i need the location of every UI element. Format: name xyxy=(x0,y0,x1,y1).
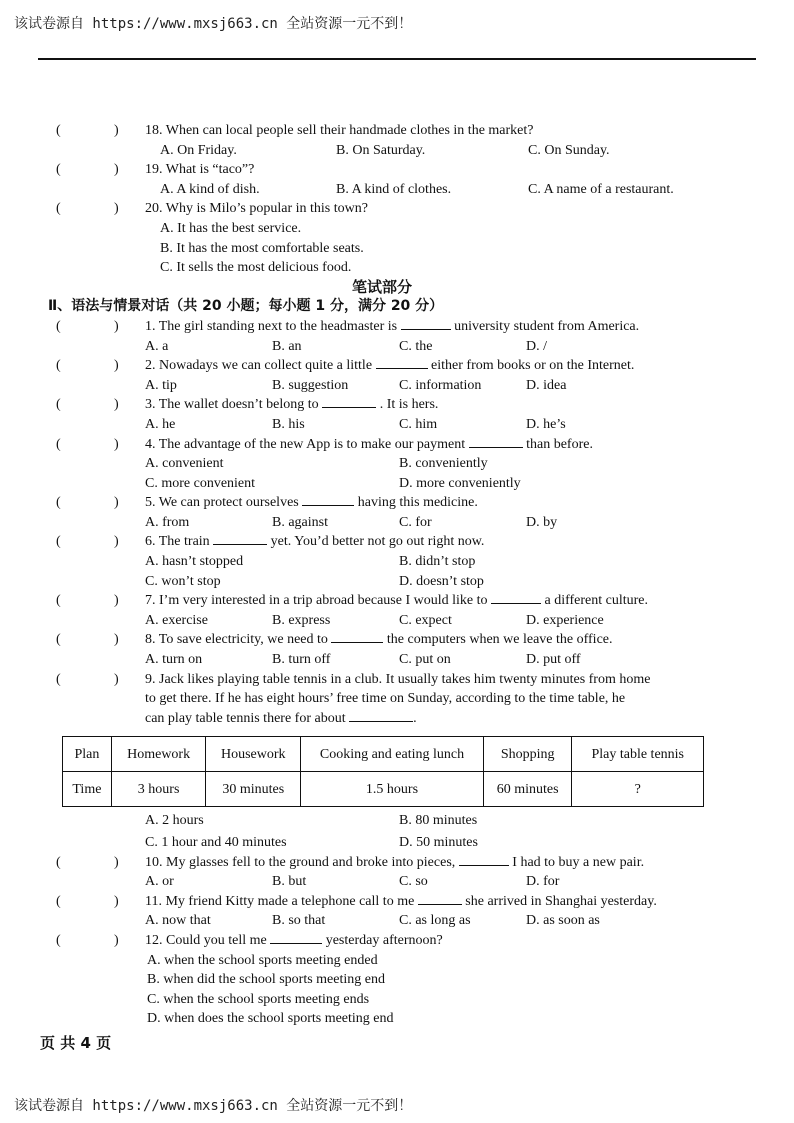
option: A. On Friday. xyxy=(160,142,237,158)
answer-blank xyxy=(491,591,541,604)
grammar-question-9: ( ) 9. Jack likes playing table tennis in a club. It usually takes him twenty minutes from home xyxy=(56,671,651,687)
option: A. 2 hours xyxy=(145,813,204,829)
option: D. put off xyxy=(526,652,581,668)
answer-blank xyxy=(459,853,509,866)
option: B. an xyxy=(272,338,302,354)
table-cell: Homework xyxy=(111,737,206,772)
option: D. / xyxy=(526,338,547,354)
option: C. as long as xyxy=(399,913,471,929)
option: B. when did the school sports meeting end xyxy=(147,972,385,988)
question-19: ( ) 19. What is “taco”? xyxy=(56,162,255,178)
option: D. 50 minutes xyxy=(399,835,478,850)
question-text: Why is Milo’s popular in this town? xyxy=(165,201,368,217)
answer-blank xyxy=(376,356,428,369)
option: C. On Sunday. xyxy=(528,142,610,158)
option: B. didn’t stop xyxy=(399,554,476,570)
table-cell: 60 minutes xyxy=(483,772,572,807)
option: B. his xyxy=(272,416,305,432)
option: C. A name of a restaurant. xyxy=(528,181,674,197)
watermark-bottom: 该试卷源自 https://www.mxsj663.cn 全站资源一元不到！ xyxy=(14,1098,413,1114)
option: D. experience xyxy=(526,612,604,628)
option: C. 1 hour and 40 minutes xyxy=(145,835,287,850)
question-number: 7. xyxy=(145,593,156,609)
table-row xyxy=(63,772,704,807)
options-6b xyxy=(145,572,712,592)
table-row xyxy=(63,737,704,772)
question-20: ( ) 20. Why is Milo’s popular in this town? xyxy=(56,201,368,217)
option: B. against xyxy=(272,514,328,530)
option: B. A kind of clothes. xyxy=(336,181,452,197)
option: A. from xyxy=(145,514,190,530)
option: B. It has the most comfortable seats. xyxy=(160,240,364,256)
option: A. a xyxy=(145,338,169,354)
question-18: ( ) 18. When can local people sell their handmade clothes in the market? xyxy=(56,123,534,138)
question-9-line-3: can play table tennis there for about . xyxy=(145,710,417,726)
question-number: 5. xyxy=(145,495,156,511)
options-20 xyxy=(160,219,712,278)
option: C. won’t stop xyxy=(145,573,221,589)
header-rule xyxy=(38,58,756,60)
table-cell: Plan xyxy=(63,737,112,772)
answer-blank xyxy=(401,317,451,330)
answer-blank xyxy=(270,931,322,944)
table-cell: 1.5 hours xyxy=(301,772,484,807)
option: D. for xyxy=(526,874,560,890)
grammar-question-11: ( ) 11. My friend Kitty made a telephone call to me she arrived in Shanghai yesterday. xyxy=(56,893,657,909)
option: C. expect xyxy=(399,612,452,628)
option: D. when does the school sports meeting end xyxy=(147,1011,394,1027)
option: A. turn on xyxy=(145,652,203,668)
options-19 xyxy=(160,180,712,200)
option: D. as soon as xyxy=(526,913,600,929)
options-3 xyxy=(145,415,712,435)
question-number: 3. xyxy=(145,397,156,413)
option: D. by xyxy=(526,514,558,530)
page-footer: 页 共 4 页 xyxy=(40,1034,112,1052)
option: A. exercise xyxy=(145,612,208,628)
question-number: 6. xyxy=(145,534,156,550)
option: C. information xyxy=(399,377,482,393)
option: B. On Saturday. xyxy=(336,142,426,158)
option: D. more conveniently xyxy=(399,475,521,491)
option: A. It has the best service. xyxy=(160,220,302,236)
option: D. doesn’t stop xyxy=(399,573,484,589)
section-2-heading: Ⅱ、语法与情景对话（共 20 小题；每小题 1 分，满分 20 分） xyxy=(48,298,444,315)
option: B. conveniently xyxy=(399,456,488,472)
answer-blank xyxy=(331,630,383,643)
table-cell: Cooking and eating lunch xyxy=(301,737,484,772)
question-9-line-2: to get there. If he has eight hours’ free time on Sunday, according to the time table, he xyxy=(145,691,626,707)
table-cell: ? xyxy=(572,772,704,807)
time-table xyxy=(62,736,704,807)
option: C. so xyxy=(399,874,428,890)
options-18 xyxy=(160,141,712,161)
grammar-question-10: ( ) 10. My glasses fell to the ground and broke into pieces, I had to buy a new pair. xyxy=(56,854,645,870)
question-number: 11. xyxy=(145,893,162,909)
option: C. for xyxy=(399,514,432,530)
question-number: 19. xyxy=(145,162,163,178)
option: C. It sells the most delicious food. xyxy=(160,260,352,276)
table-cell: Shopping xyxy=(483,737,572,772)
table-cell: 30 minutes xyxy=(206,772,301,807)
options-2 xyxy=(145,376,712,396)
table-cell: Time xyxy=(63,772,112,807)
options-1 xyxy=(145,337,712,357)
option: A. now that xyxy=(145,913,211,929)
option: A. tip xyxy=(145,377,177,393)
grammar-question-2: ( ) 2. Nowadays we can collect quite a little either from books or on the Internet. xyxy=(56,358,635,374)
option: B. 80 minutes xyxy=(399,813,478,829)
answer-blank xyxy=(469,435,523,448)
answer-blank xyxy=(349,709,413,722)
options-11 xyxy=(145,911,712,931)
exam-content xyxy=(48,121,712,1029)
question-number: 9. xyxy=(145,671,156,687)
question-number: 8. xyxy=(145,632,156,648)
options-4a xyxy=(145,454,712,474)
table-cell: 3 hours xyxy=(111,772,206,807)
options-4b xyxy=(145,474,712,494)
option: C. the xyxy=(399,338,433,354)
option: A. hasn’t stopped xyxy=(145,554,244,570)
option: C. put on xyxy=(399,652,451,668)
option: C. when the school sports meeting ends xyxy=(147,991,370,1007)
question-text: When can local people sell their handmade clothes in the market? xyxy=(165,123,534,138)
question-number: 10. xyxy=(145,854,163,870)
options-7 xyxy=(145,611,712,631)
question-number: 2. xyxy=(145,358,156,374)
grammar-question-12: ( ) 12. Could you tell me yesterday afternoon? xyxy=(56,932,443,948)
answer-blank xyxy=(213,532,267,545)
grammar-question-7: ( ) 7. I’m very interested in a trip abroad because I would like to a different culture. xyxy=(56,593,649,609)
option: B. but xyxy=(272,874,307,890)
option: C. him xyxy=(399,416,438,432)
option: A. or xyxy=(145,874,174,890)
options-8 xyxy=(145,650,712,670)
options-10 xyxy=(145,872,712,892)
option: D. he’s xyxy=(526,416,566,432)
grammar-question-6: ( ) 6. The train yet. You’d better not go out right now. xyxy=(56,534,485,550)
table-cell: Play table tennis xyxy=(572,737,704,772)
question-number: 12. xyxy=(145,932,163,948)
grammar-question-4: ( ) 4. The advantage of the new App is to make our payment than before. xyxy=(56,436,593,452)
options-6a xyxy=(145,552,712,572)
option: B. express xyxy=(272,612,331,628)
option: A. when the school sports meeting ended xyxy=(147,952,378,968)
option: C. more convenient xyxy=(145,475,256,491)
option: B. turn off xyxy=(272,652,331,668)
grammar-question-3: ( ) 3. The wallet doesn’t belong to . It is hers. xyxy=(56,397,439,413)
option: D. idea xyxy=(526,377,567,393)
question-number: 18. xyxy=(145,123,163,138)
option: B. so that xyxy=(272,913,326,929)
grammar-question-5: ( ) 5. We can protect ourselves having this medicine. xyxy=(56,495,478,511)
grammar-question-8: ( ) 8. To save electricity, we need to the computers when we leave the office. xyxy=(56,632,613,648)
answer-blank xyxy=(418,892,462,905)
question-text: What is “taco”? xyxy=(165,162,255,178)
question-number: 20. xyxy=(145,201,163,217)
options-5 xyxy=(145,513,712,533)
options-12 xyxy=(147,951,712,1029)
question-number: 4. xyxy=(145,436,156,452)
option: A. he xyxy=(145,416,176,432)
answer-blank xyxy=(302,493,354,506)
table-cell: Housework xyxy=(206,737,301,772)
answer-blank xyxy=(322,395,376,408)
grammar-question-1: ( ) 1. The girl standing next to the headmaster is university student from America. xyxy=(56,318,640,334)
option: A. convenient xyxy=(145,456,224,472)
written-part-title: 笔试部分 xyxy=(351,277,412,296)
watermark-top: 该试卷源自 https://www.mxsj663.cn 全站资源一元不到！ xyxy=(14,16,413,32)
option: B. suggestion xyxy=(272,377,349,393)
option: A. A kind of dish. xyxy=(160,181,260,197)
options-9b xyxy=(145,833,712,853)
options-9a xyxy=(145,811,712,831)
question-number: 1. xyxy=(145,318,156,334)
